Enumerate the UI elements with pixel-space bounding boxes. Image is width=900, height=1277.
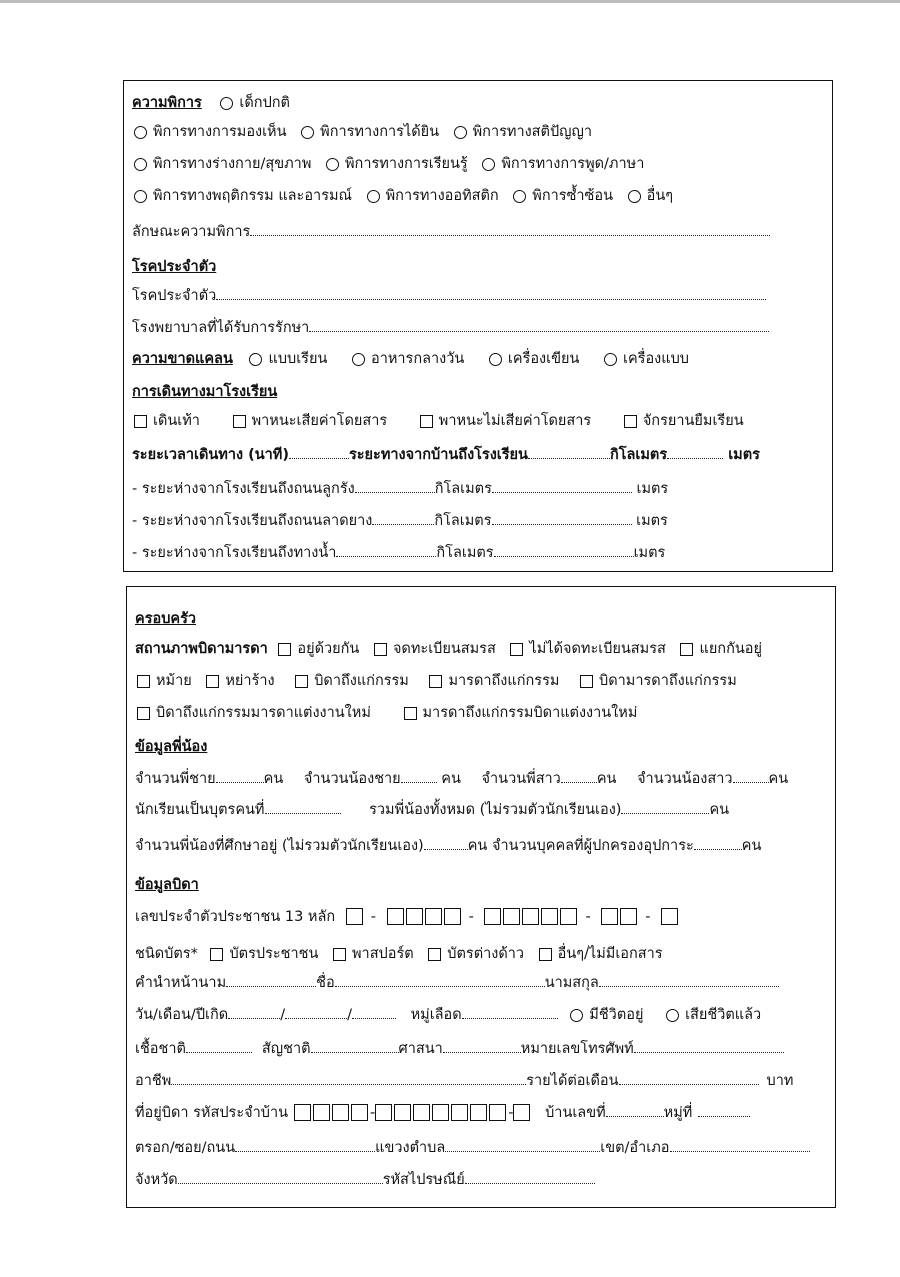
travel-time-row [132, 445, 826, 465]
option-label: เครื่องเขียน [507, 351, 580, 367]
field-label: จังหวัด [135, 1172, 178, 1188]
father-address-row: ที่อยู่บิดา รหัสประจำบ้าน - - บ้านเลขที่ หมู่ที่ [135, 1103, 829, 1123]
house-code-box[interactable] [413, 1104, 430, 1121]
travel-time-field[interactable] [289, 446, 349, 459]
moo-field[interactable] [698, 1104, 750, 1117]
radio-disability[interactable] [134, 158, 147, 171]
unit-label: คน [741, 838, 762, 854]
radio-shortage[interactable] [604, 353, 617, 366]
field-label: - ระยะห่างจากโรงเรียนถึงทางน้ำ [132, 545, 337, 561]
checkbox-parent-status[interactable] [580, 675, 593, 688]
dist-row-asphalt [132, 511, 826, 531]
radio-alive[interactable] [570, 1009, 583, 1022]
checkbox-parent-status[interactable] [137, 707, 150, 720]
dist-m-field[interactable] [494, 544, 634, 557]
unit-label: เมตร [728, 447, 760, 463]
option-label: เสียชีวิตแล้ว [685, 1007, 762, 1023]
dist-km-field[interactable] [355, 480, 435, 493]
field-label: เชื้อชาติ [135, 1041, 186, 1057]
father-title-row [135, 875, 829, 895]
field-label: หมายเลขโทรศัพท์ [520, 1041, 634, 1057]
radio-deceased[interactable] [666, 1009, 679, 1022]
checkbox-parent-status[interactable] [137, 675, 150, 688]
disability-header-row [132, 93, 826, 113]
option-label: จดทะเบียนสมรส [392, 641, 496, 657]
field-label: บ้านเลขที่ [545, 1105, 606, 1121]
travel-m-field[interactable] [667, 446, 723, 459]
disease-row [132, 286, 826, 306]
disease-title-row [132, 257, 826, 277]
occupation-field[interactable] [171, 1072, 526, 1085]
father-province-row [135, 1170, 829, 1190]
checkbox-card-type[interactable] [210, 948, 223, 961]
checkbox-parent-status[interactable] [429, 675, 442, 688]
id-digit-box[interactable] [661, 908, 678, 925]
religion-field[interactable] [443, 1040, 521, 1053]
option-label: บิดาถึงแก่กรรม [314, 673, 409, 689]
radio-disability[interactable] [513, 190, 526, 203]
radio-disability[interactable] [326, 158, 339, 171]
birth-month-field[interactable] [285, 1006, 347, 1019]
house-number-field[interactable] [606, 1104, 664, 1117]
id-digit-box[interactable] [541, 908, 558, 925]
field-label: รวมพี่น้องทั้งหมด (ไม่รวมตัวนักเรียนเอง) [369, 802, 622, 818]
option-label: อื่นๆ [646, 188, 674, 204]
house-code-box[interactable] [489, 1104, 506, 1121]
option-label: พาหนะไม่เสียค่าโดยสาร [438, 413, 592, 429]
disability-title: ความพิการ [132, 95, 202, 111]
field-label: ระยะทางจากบ้านถึงโรงเรียน [348, 447, 528, 463]
father-id-row: เลขประจำตัวประชาชน 13 หลัก - - - - [135, 907, 829, 927]
checkbox-travel[interactable] [233, 415, 246, 428]
radio-disability[interactable] [628, 190, 641, 203]
id-digit-box[interactable] [522, 908, 539, 925]
field-label: นามสกุล [544, 975, 599, 991]
travel-km-field[interactable] [528, 446, 610, 459]
house-code-box[interactable] [394, 1104, 411, 1121]
id-digit-box[interactable] [346, 908, 363, 925]
dist-km-field[interactable] [336, 544, 436, 557]
field-label: จำนวนพี่สาว [481, 771, 561, 787]
unit-label: คน [596, 771, 617, 787]
siblings-count-row [135, 769, 829, 789]
field-label: จำนวนพี่น้องที่ศึกษาอยู่ (ไม่รวมตัวนักเรียนเอง) [135, 838, 424, 854]
disability-nature-row [132, 222, 826, 242]
field-label: ศาสนา [398, 1041, 443, 1057]
street-field[interactable] [235, 1139, 375, 1152]
father-street-row [135, 1138, 829, 1158]
field-label: นักเรียนเป็นบุตรคนที่ [135, 802, 265, 818]
unit-label: กิโลเมตร [434, 481, 492, 497]
nationality-field[interactable] [311, 1040, 399, 1053]
siblings-studying-row [135, 836, 829, 856]
shortage-title: ความขาดแคลน [132, 351, 233, 367]
field-label: แขวงตำบล [375, 1140, 446, 1156]
option-label: จักรยานยืมเรียน [642, 413, 744, 429]
dist-m-field[interactable] [492, 480, 632, 493]
dependents-field[interactable] [694, 837, 742, 850]
id-digit-box[interactable] [406, 908, 423, 925]
siblings-title-row [135, 737, 829, 757]
total-siblings-field[interactable] [621, 801, 709, 814]
radio-disability[interactable] [134, 126, 147, 139]
field-label: จำนวนน้องชาย [303, 771, 401, 787]
disability-row-1 [132, 122, 826, 142]
checkbox-card-type[interactable] [333, 948, 346, 961]
parent-status-row-2 [135, 671, 829, 691]
unit-label: กิโลเมตร [436, 545, 494, 561]
field-label: หมู่ที่ [663, 1105, 693, 1121]
field-label: ที่อยู่บิดา รหัสประจำบ้าน [135, 1105, 289, 1121]
option-label: พิการทางการได้ยิน [320, 124, 440, 140]
studying-siblings-field[interactable] [424, 837, 468, 850]
checkbox-card-type[interactable] [428, 948, 441, 961]
field-label: รหัสไปรษณีย์ [382, 1172, 465, 1188]
option-label: มีชีวิตอยู่ [589, 1007, 644, 1023]
phone-field[interactable] [634, 1040, 784, 1053]
race-field[interactable] [186, 1040, 252, 1053]
field-label: ลักษณะความพิการ [132, 224, 251, 240]
id-digit-box[interactable] [560, 908, 577, 925]
option-label: หม้าย [156, 673, 192, 689]
field-label: วัน/เดือน/ปีเกิด [135, 1007, 229, 1023]
field-label: ชื่อ [316, 975, 335, 991]
unit-label: คน [441, 771, 461, 787]
id-digit-box[interactable] [444, 908, 461, 925]
option-label: พาหนะเสียค่าโดยสาร [251, 413, 388, 429]
card-type-row [135, 944, 829, 964]
house-code-box[interactable] [432, 1104, 449, 1121]
house-code-box[interactable] [313, 1104, 330, 1121]
subdistrict-field[interactable] [445, 1139, 600, 1152]
id-digit-box[interactable] [387, 908, 404, 925]
house-code-box[interactable] [470, 1104, 487, 1121]
father-name-row [135, 973, 829, 993]
id-digit-box[interactable] [620, 908, 637, 925]
younger-sisters-field[interactable] [733, 770, 769, 783]
disease-field[interactable] [216, 287, 766, 300]
district-field[interactable] [670, 1139, 810, 1152]
checkbox-parent-status[interactable] [680, 643, 693, 656]
first-name-field[interactable] [335, 974, 545, 987]
disease-title: โรคประจำตัว [132, 259, 217, 275]
field-label: โรงพยาบาลที่ได้รับการรักษา [132, 320, 310, 336]
unit-label: คน [709, 802, 730, 818]
id-digit-box[interactable] [601, 908, 618, 925]
radio-disability[interactable] [134, 190, 147, 203]
radio-disability[interactable] [367, 190, 380, 203]
family-section [126, 586, 836, 1208]
younger-brothers-field[interactable] [401, 770, 437, 783]
house-code-box[interactable] [513, 1104, 530, 1121]
older-sisters-field[interactable] [561, 770, 597, 783]
house-code-box[interactable] [332, 1104, 349, 1121]
option-label: ไม่ได้จดทะเบียนสมรส [529, 641, 666, 657]
option-label: พิการซ้ำซ้อน [532, 188, 614, 204]
radio-normal[interactable] [220, 97, 233, 110]
field-label: สถานภาพบิดามารดา [135, 641, 268, 657]
option-label: พาสปอร์ต [352, 946, 414, 962]
unit-label: บาท [766, 1073, 794, 1089]
field-label: อาชีพ [135, 1073, 172, 1089]
field-label: ชนิดบัตร* [135, 946, 198, 962]
id-digit-box[interactable] [425, 908, 442, 925]
surname-field[interactable] [599, 974, 779, 987]
house-code-box[interactable] [351, 1104, 368, 1121]
income-field[interactable] [619, 1072, 759, 1085]
option-label: พิการทางพฤติกรรม และอารมณ์ [153, 188, 352, 204]
dist-km-field[interactable] [372, 512, 434, 525]
disability-row-3 [132, 186, 826, 206]
checkbox-travel[interactable] [420, 415, 433, 428]
field-label: ตรอก/ซอย/ถนน [135, 1140, 236, 1156]
checkbox-travel[interactable] [624, 415, 637, 428]
option-label: มารดาถึงแก่กรรม [448, 673, 560, 689]
page-top-edge [0, 0, 900, 3]
unit-label: เมตร [636, 481, 669, 497]
checkbox-travel[interactable] [134, 415, 147, 428]
checkbox-parent-status[interactable] [278, 643, 291, 656]
older-brothers-field[interactable] [216, 770, 264, 783]
field-label: เขต/อำเภอ [600, 1140, 670, 1156]
option-label: บัตรต่างด้าว [447, 946, 525, 962]
option-label: เด็กปกติ [239, 95, 290, 111]
field-label: คำนำหน้านาม [135, 975, 227, 991]
radio-shortage[interactable] [489, 353, 502, 366]
family-title-row [135, 609, 829, 629]
field-label: จำนวนน้องสาว [637, 771, 733, 787]
unit-label: คน [768, 771, 789, 787]
option-label: เครื่องแบบ [623, 351, 689, 367]
checkbox-parent-status[interactable] [374, 643, 387, 656]
house-code-box[interactable] [451, 1104, 468, 1121]
checkbox-parent-status[interactable] [295, 675, 308, 688]
option-label: พิการทางสติปัญญา [472, 124, 592, 140]
family-title: ครอบครัว [135, 611, 197, 627]
option-label: พิการทางการมองเห็น [153, 124, 287, 140]
field-label: รายได้ต่อเดือน [526, 1073, 619, 1089]
postcode-field[interactable] [465, 1171, 595, 1184]
option-label: อาหารกลางวัน [370, 351, 465, 367]
field-label: เลขประจำตัวประชาชน 13 หลัก [135, 909, 336, 925]
field-label: โรคประจำตัว [132, 288, 217, 304]
house-code-box[interactable] [294, 1104, 311, 1121]
province-field[interactable] [178, 1171, 383, 1184]
option-label: แยกกันอยู่ [699, 641, 762, 657]
checkbox-card-type[interactable] [539, 948, 552, 961]
house-code-box[interactable] [375, 1104, 392, 1121]
parent-status-row-1 [135, 639, 829, 659]
disability-row-2 [132, 154, 826, 174]
dist-row-laterite [132, 479, 826, 499]
travel-title: การเดินทางมาโรงเรียน [132, 384, 278, 400]
shortage-row [132, 349, 826, 369]
field-label: - ระยะห่างจากโรงเรียนถึงถนนลูกรัง [132, 481, 355, 497]
field-label: จำนวนบุคคลที่ผู้ปกครองอุปการะ [491, 838, 694, 854]
radio-disability[interactable] [301, 126, 314, 139]
father-occupation-row [135, 1071, 829, 1091]
option-label: บัตรประชาชน [229, 946, 319, 962]
parent-status-row-3 [135, 703, 829, 723]
field-label: - ระยะห่างจากโรงเรียนถึงถนนลาดยาง [132, 513, 373, 529]
field-label: หมู่เลือด [410, 1007, 462, 1023]
dist-row-waterway [132, 543, 826, 563]
siblings-title: ข้อมูลพี่น้อง [135, 739, 208, 755]
father-birth-row: วัน/เดือน/ปีเกิด / / หมู่เลือด มีชีวิตอยู่ เสียชีวิตแล้ว [135, 1007, 762, 1023]
option-label: บิดาถึงแก่กรรมมารดาแต่งงานใหม่ [156, 705, 371, 721]
hospital-row [132, 318, 826, 338]
field-label: ระยะเวลาเดินทาง (นาที) [132, 447, 289, 463]
disability-nature-field[interactable] [250, 223, 770, 236]
birth-day-field[interactable] [228, 1006, 280, 1019]
field-label: จำนวนพี่ชาย [135, 771, 216, 787]
radio-shortage[interactable] [249, 353, 262, 366]
option-label: พิการทางการเรียนรู้ [345, 156, 468, 172]
child-number-field[interactable] [265, 801, 341, 814]
option-label: แบบเรียน [268, 351, 328, 367]
option-label: บิดามารดาถึงแก่กรรม [599, 673, 737, 689]
option-label: อยู่ด้วยกัน [297, 641, 360, 657]
travel-options-row [132, 411, 826, 431]
option-label: หย่าร้าง [225, 673, 275, 689]
blood-type-field[interactable] [462, 1006, 558, 1019]
hospital-field[interactable] [309, 319, 769, 332]
unit-label: กิโลเมตร [609, 447, 668, 463]
id-digit-box[interactable] [503, 908, 520, 925]
unit-label: เมตร [636, 513, 668, 529]
unit-label: กิโลเมตร [434, 513, 492, 529]
id-digit-box[interactable] [484, 908, 501, 925]
unit-label: คน [467, 838, 488, 854]
radio-disability[interactable] [482, 158, 495, 171]
travel-title-row [132, 382, 826, 402]
prefix-field[interactable] [226, 974, 316, 987]
radio-shortage[interactable] [352, 353, 365, 366]
checkbox-parent-status[interactable] [206, 675, 219, 688]
father-title: ข้อมูลบิดา [135, 877, 199, 893]
option-label: อื่นๆ/ไม่มีเอกสาร [557, 946, 663, 962]
option-label: เดินเท้า [153, 413, 200, 429]
checkbox-parent-status[interactable] [510, 643, 523, 656]
option-label: พิการทางออทิสติก [385, 188, 499, 204]
option-label: มารดาถึงแก่กรรมบิดาแต่งงานใหม่ [422, 705, 638, 721]
radio-disability[interactable] [454, 126, 467, 139]
field-label: สัญชาติ [261, 1041, 311, 1057]
unit-label: เมตร [633, 545, 666, 561]
health-travel-section [123, 80, 833, 572]
father-race-row [135, 1039, 829, 1059]
option-label: พิการทางการพูด/ภาษา [501, 156, 645, 172]
unit-label: คน [263, 771, 284, 787]
dist-m-field[interactable] [492, 512, 632, 525]
birth-year-field[interactable] [352, 1006, 396, 1019]
siblings-child-row [135, 800, 829, 820]
option-label: พิการทางร่างกาย/สุขภาพ [153, 156, 312, 172]
checkbox-parent-status[interactable] [404, 707, 417, 720]
